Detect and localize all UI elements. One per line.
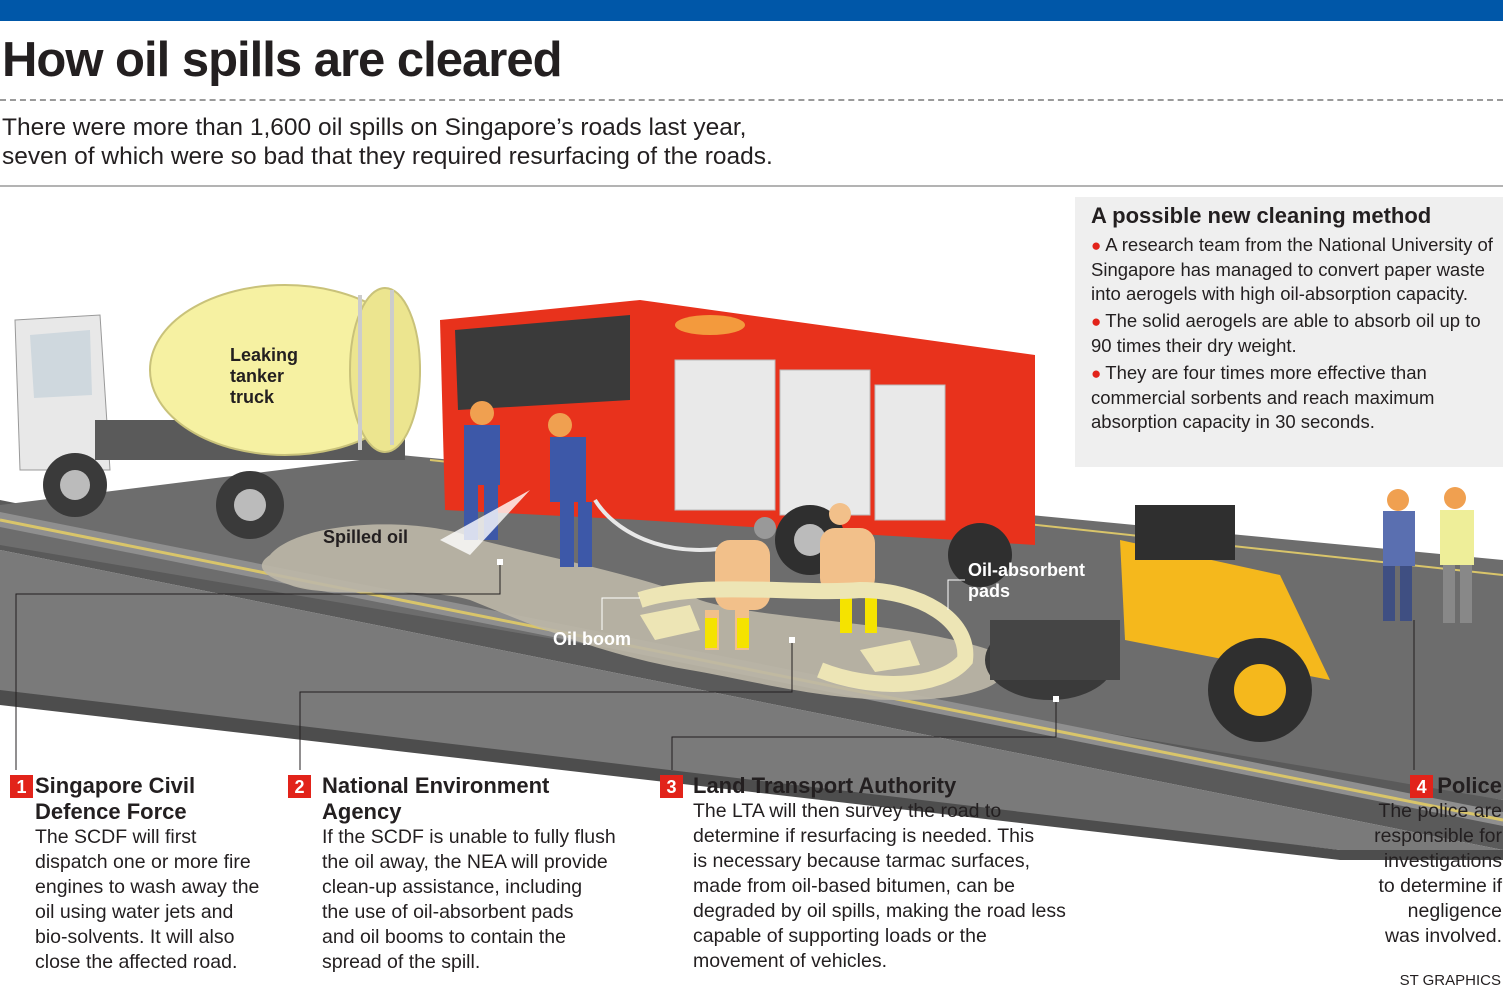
- spilled-oil-label: Spilled oil: [323, 527, 409, 547]
- infobox-bullet-3: ● They are four times more effective than commercial sorbents and reach maximum absorption capacity in 30 seconds.: [1091, 362, 1435, 432]
- subtitle-divider: [0, 185, 1503, 187]
- agency-lta: [660, 773, 1120, 974]
- agency-name: National Environment Agency: [322, 773, 550, 824]
- title-divider: [0, 99, 1503, 101]
- subtitle-line-1: There were more than 1,600 oil spills on Singapore’s roads last year,: [2, 114, 747, 141]
- agency-name: Land Transport Authority: [693, 773, 957, 798]
- infobox-bullet-2: ● The solid aerogels are able to absorb oil up to 90 times their dry weight.: [1091, 310, 1481, 356]
- infobox-bullet-1: ● A research team from the National University of Singapore has managed to convert paper waste into aerogels with high oil-absorption capacity.: [1091, 234, 1493, 304]
- agency-number-badge: 3: [660, 775, 683, 798]
- agency-name: Singapore Civil Defence Force: [35, 773, 196, 824]
- agency-description: The LTA will then survey the road to determine if resurfacing is needed. This is necessary because tarmac surfaces, made from oil-based bitumen, can be degraded by oil spills, making the road less capable of supporting loads or the movement of vehicles.: [693, 800, 1066, 972]
- agency-number-badge: 1: [10, 775, 33, 798]
- page-title: How oil spills are cleared: [2, 33, 562, 87]
- agency-scdf: [10, 773, 290, 975]
- infobox-title: A possible new cleaning method: [1091, 203, 1432, 228]
- agency-number-badge: 2: [288, 775, 311, 798]
- bullet-dot-icon: ●: [1091, 236, 1102, 255]
- bullet-dot-icon: ●: [1091, 364, 1102, 383]
- subtitle-line-2: seven of which were so bad that they required resurfacing of the roads.: [2, 143, 773, 170]
- oil-boom-label: Oil boom: [553, 629, 631, 649]
- page-subtitle: [2, 113, 1052, 171]
- agency-description: The police are responsible for investigations to determine if negligence was involved.: [1374, 800, 1502, 947]
- agency-description: The SCDF will first dispatch one or more fire engines to wash away the oil using water jets and bio-solvents. It will also close the affected road.: [35, 826, 260, 973]
- agency-description: If the SCDF is unable to fully flush the oil away, the NEA will provide clean-up assistance, including the use of oil-absorbent pads and oil booms to contain the spread of the spill.: [322, 826, 616, 973]
- agency-name: 4 Police: [1340, 773, 1502, 799]
- new-cleaning-method-panel: [1075, 197, 1503, 467]
- bullet-dot-icon: ●: [1091, 312, 1102, 331]
- agency-police: [1340, 773, 1502, 949]
- absorbent-pads-label: Oil-absorbent pads: [968, 560, 1086, 601]
- top-banner: [0, 0, 1503, 21]
- agency-nea: [288, 773, 658, 975]
- tanker-label: Leaking tanker truck: [230, 345, 299, 407]
- graphics-credit: ST GRAPHICS: [1399, 972, 1501, 989]
- agency-number-badge: 4: [1410, 775, 1433, 798]
